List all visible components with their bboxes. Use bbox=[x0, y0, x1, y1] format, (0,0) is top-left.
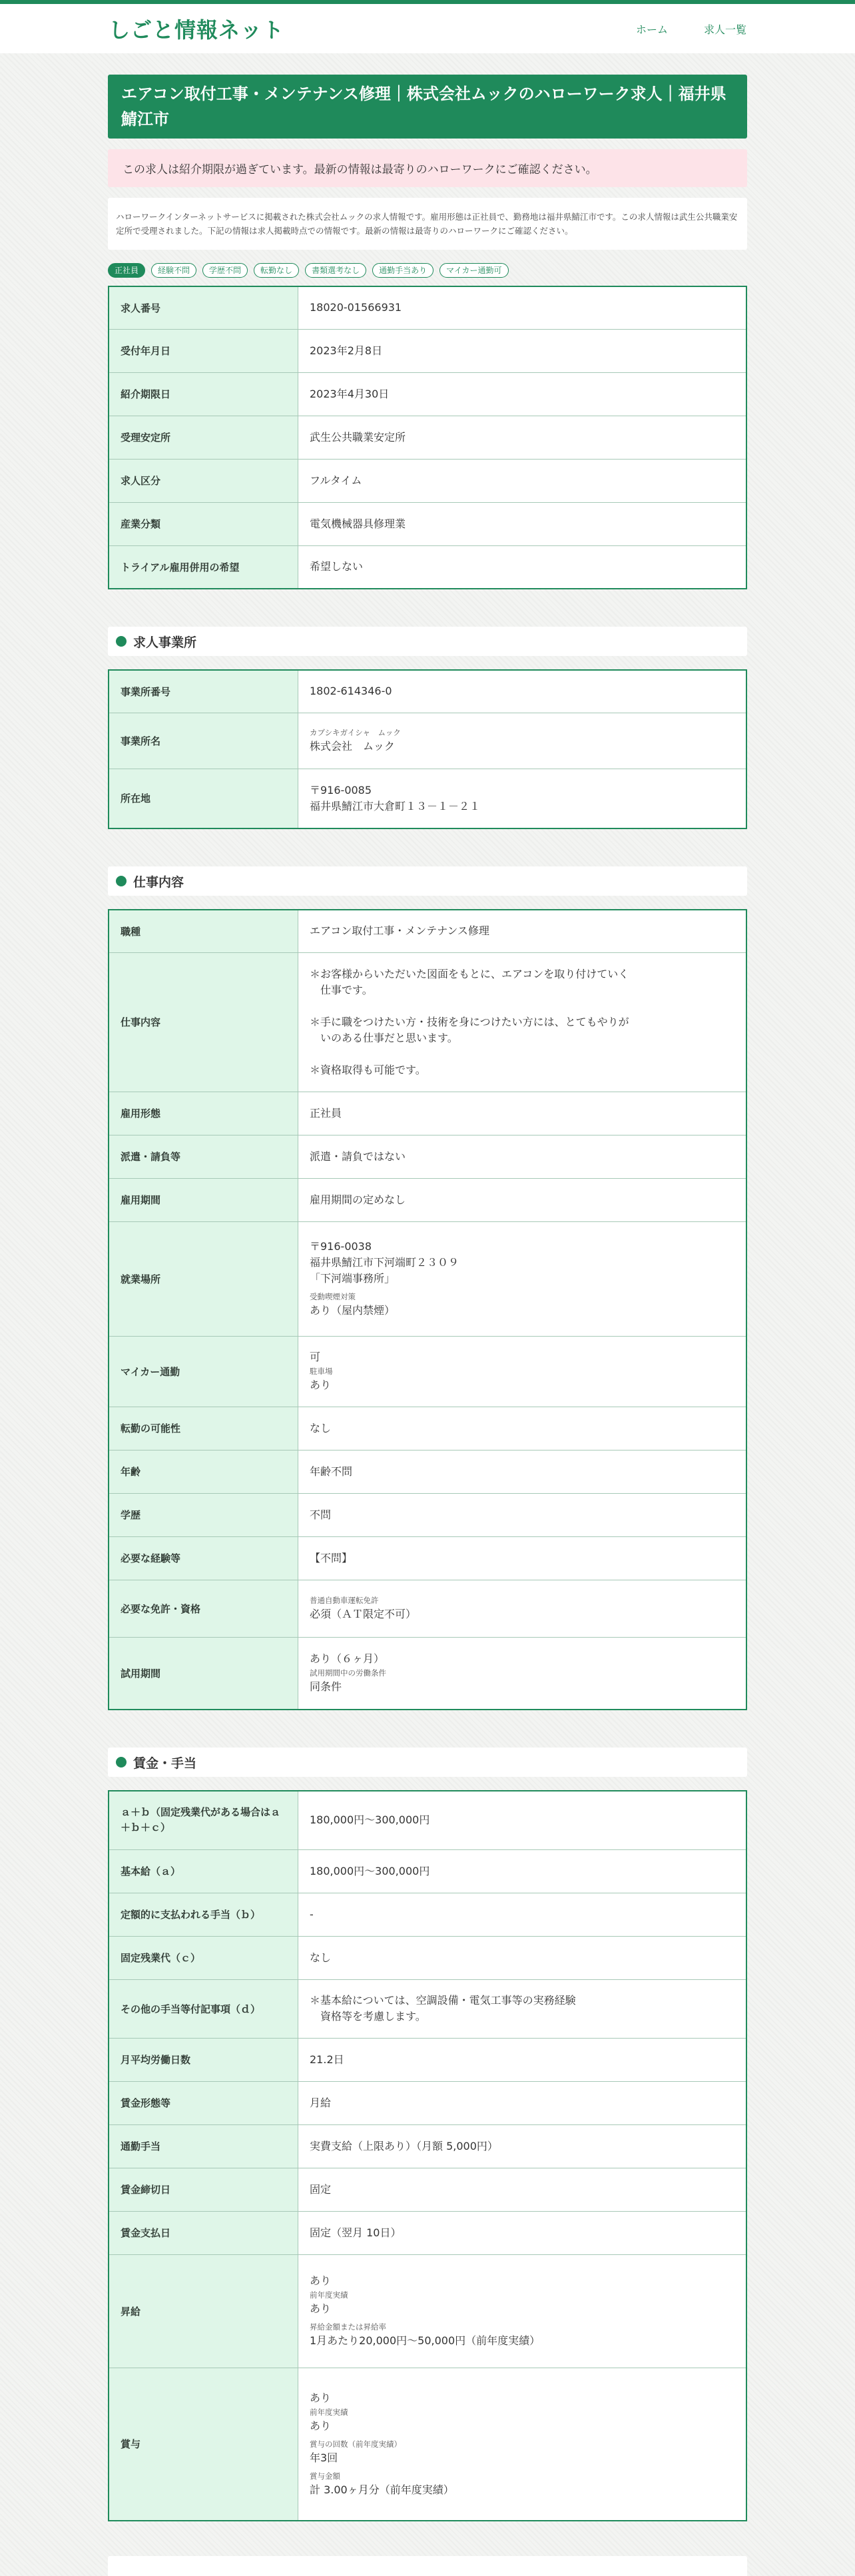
bonus-prev-value: あり bbox=[310, 2419, 332, 2432]
table-row bbox=[109, 2254, 746, 2368]
wage-table bbox=[108, 1790, 747, 2521]
raise-amount-label: 昇給金額または昇給率 bbox=[310, 2322, 386, 2332]
raise-prev-label: 前年度実績 bbox=[310, 2290, 348, 2300]
avg-work-days: 21.2日 bbox=[298, 2038, 747, 2081]
row-value: 武生公共職業安定所 bbox=[298, 416, 747, 459]
raise-cell bbox=[298, 2254, 747, 2368]
dispatch-value: 派遣・請負ではない bbox=[298, 1135, 747, 1178]
row-value: 希望しない bbox=[298, 545, 747, 589]
bonus-cell bbox=[298, 2368, 747, 2521]
intro-text: ハローワークインターネットサービスに掲載された株式会社ムックの求人情報です。雇用形態は正社員で、勤務地は福井県鯖江市です。この求人情報は武生公共職業安定所で受理されました。下記の情報は求人掲載時点での情報です。最新の情報は最寄りのハローワークにご確認ください。 bbox=[108, 198, 747, 250]
table-row bbox=[109, 1450, 746, 1493]
section-heading-wage bbox=[108, 1748, 747, 1777]
table-row bbox=[109, 502, 746, 545]
license-value: 必須（ＡＴ限定不可） bbox=[310, 1608, 417, 1620]
trial-cond-value: 同条件 bbox=[310, 1680, 342, 1694]
row-label: 求人番号 bbox=[109, 286, 298, 329]
wage-form: 月給 bbox=[298, 2081, 747, 2124]
row-label: その他の手当等付記事項（ｄ） bbox=[109, 1979, 298, 2038]
row-label: 通勤手当 bbox=[109, 2124, 298, 2168]
row-label: 賃金支払日 bbox=[109, 2211, 298, 2254]
bonus-value: あり bbox=[310, 2391, 332, 2404]
section-heading-text: 賃金・手当 bbox=[133, 1756, 197, 1771]
license-cell bbox=[298, 1580, 747, 1637]
car-commute-value: 可 bbox=[310, 1351, 321, 1363]
trial-value: あり（６ヶ月） bbox=[310, 1652, 385, 1666]
table-row bbox=[109, 670, 746, 713]
row-value: フルタイム bbox=[298, 459, 747, 502]
table-row bbox=[109, 286, 746, 329]
row-label: 受付年月日 bbox=[109, 329, 298, 372]
row-label: 固定残業代（ｃ） bbox=[109, 1936, 298, 1979]
bonus-amount-value: 計 3.00ヶ月分（前年度実績） bbox=[310, 2483, 454, 2496]
row-label: 賞与 bbox=[109, 2368, 298, 2521]
car-commute-cell bbox=[298, 1336, 747, 1407]
row-label: 必要な免許・資格 bbox=[109, 1580, 298, 1637]
row-label: 基本給（ａ） bbox=[109, 1849, 298, 1893]
table-row bbox=[109, 1336, 746, 1407]
table-row bbox=[109, 1936, 746, 1979]
trial-cond-label: 試用期間中の労働条件 bbox=[310, 1668, 386, 1678]
expired-notice: この求人は紹介期限が過ぎています。最新の情報は最寄りのハローワークにご確認ください。 bbox=[108, 149, 747, 187]
raise-amount-value: 1月あたり20,000円〜50,000円（前年度実績） bbox=[310, 2334, 541, 2347]
table-row bbox=[109, 2368, 746, 2521]
job-content: ＊お客様からいただいた図面をもとに、エアコンを取り付けていく 仕事です。 ＊手に職をつけたい方・技術を身につけたい方には、とてもやりが いのある仕事だと思います。 ＊資格取得も可能です。 bbox=[298, 952, 747, 1092]
other-allowance-notes: ＊基本給については、空調設備・電気工事等の実務経験 資格等を考慮します。 bbox=[298, 1979, 747, 2038]
row-label: 必要な経験等 bbox=[109, 1536, 298, 1580]
table-row bbox=[109, 329, 746, 372]
table-row bbox=[109, 713, 746, 769]
row-label: 就業場所 bbox=[109, 1221, 298, 1336]
age-value: 年齢不問 bbox=[298, 1450, 747, 1493]
row-label: 転勤の可能性 bbox=[109, 1407, 298, 1450]
workplace-postal: 〒916-0038 bbox=[310, 1240, 372, 1253]
table-row bbox=[109, 2168, 746, 2211]
tag-item: 通勤手当あり bbox=[372, 263, 433, 278]
smoking-value: あり（屋内禁煙） bbox=[310, 1304, 396, 1317]
table-row bbox=[109, 545, 746, 589]
office-name-cell bbox=[298, 713, 747, 769]
bullet-dot-icon bbox=[116, 1757, 127, 1768]
row-label: 雇用期間 bbox=[109, 1178, 298, 1221]
smoking-label: 受動喫煙対策 bbox=[310, 1292, 356, 1301]
education-value: 不問 bbox=[298, 1493, 747, 1536]
row-label: 定額的に支払われる手当（ｂ） bbox=[109, 1893, 298, 1936]
tag-item: 書類選考なし bbox=[305, 263, 366, 278]
row-value: 2023年4月30日 bbox=[298, 372, 747, 416]
row-label: 紹介期限日 bbox=[109, 372, 298, 416]
row-label: 受理安定所 bbox=[109, 416, 298, 459]
office-table bbox=[108, 669, 747, 829]
row-label: マイカー通勤 bbox=[109, 1336, 298, 1407]
row-label: 事業所番号 bbox=[109, 670, 298, 713]
tag-item: 正社員 bbox=[108, 263, 145, 278]
job-type: エアコン取付工事・メンテナンス修理 bbox=[310, 924, 489, 938]
row-label: 職種 bbox=[109, 910, 298, 952]
table-row bbox=[109, 2124, 746, 2168]
table-row bbox=[109, 1092, 746, 1135]
row-label: 求人区分 bbox=[109, 459, 298, 502]
table-row bbox=[109, 1178, 746, 1221]
workplace-address: 福井県鯖江市下河端町２３０９ bbox=[310, 1256, 459, 1269]
office-number: 1802-614346-0 bbox=[310, 685, 392, 698]
table-row bbox=[109, 2211, 746, 2254]
page-title: エアコン取付工事・メンテナンス修理｜株式会社ムックのハローワーク求人｜福井県鯖江市 bbox=[108, 75, 747, 139]
license-name: 普通自動車運転免許 bbox=[310, 1596, 379, 1605]
row-value: 電気機械器具修理業 bbox=[298, 502, 747, 545]
section-heading-job bbox=[108, 866, 747, 896]
row-label: 事業所名 bbox=[109, 713, 298, 769]
table-row bbox=[109, 1637, 746, 1710]
table-row bbox=[109, 1135, 746, 1178]
tag-item: 転勤なし bbox=[254, 263, 299, 278]
table-row bbox=[109, 2038, 746, 2081]
row-label: ａ＋ｂ（固定残業代がある場合はａ＋ｂ＋ｃ） bbox=[109, 1791, 298, 1849]
bonus-amount-label: 賞与金額 bbox=[310, 2471, 340, 2481]
employment-period: 雇用期間の定めなし bbox=[298, 1178, 747, 1221]
table-row bbox=[109, 1221, 746, 1336]
transfer-value: なし bbox=[298, 1407, 747, 1450]
row-label: 年齢 bbox=[109, 1450, 298, 1493]
section-heading-text: 求人事業所 bbox=[133, 635, 197, 650]
section-heading-text: 仕事内容 bbox=[133, 874, 184, 890]
table-row bbox=[109, 2081, 746, 2124]
section-heading-office bbox=[108, 627, 747, 656]
row-label: 月平均労働日数 bbox=[109, 2038, 298, 2081]
raise-value: あり bbox=[310, 2274, 332, 2287]
row-value: 18020-01566931 bbox=[310, 301, 402, 314]
bonus-count-value: 年3回 bbox=[310, 2451, 338, 2464]
table-row bbox=[109, 459, 746, 502]
parking-label: 駐車場 bbox=[310, 1367, 333, 1376]
experience-value: 【不問】 bbox=[298, 1536, 747, 1580]
row-label: 仕事内容 bbox=[109, 952, 298, 1092]
office-address: 福井県鯖江市大倉町１３－１－２１ bbox=[310, 799, 481, 812]
table-row bbox=[109, 1791, 746, 1849]
raise-prev-value: あり bbox=[310, 2302, 332, 2315]
regular-allowance: - bbox=[298, 1893, 747, 1936]
office-name-kana: カブシキガイシャ ムック bbox=[310, 728, 401, 737]
wage-cutoff: 固定 bbox=[298, 2168, 747, 2211]
table-row bbox=[109, 952, 746, 1092]
bullet-dot-icon bbox=[116, 636, 127, 647]
row-label: 賃金締切日 bbox=[109, 2168, 298, 2211]
office-address-cell bbox=[298, 769, 747, 828]
table-row bbox=[109, 372, 746, 416]
row-label: 産業分類 bbox=[109, 502, 298, 545]
tag-list bbox=[108, 263, 747, 278]
table-row bbox=[109, 1849, 746, 1893]
row-label: トライアル雇用併用の希望 bbox=[109, 545, 298, 589]
table-row bbox=[109, 1979, 746, 2038]
commute-allowance: 実費支給（上限あり）（月額 5,000円） bbox=[298, 2124, 747, 2168]
row-label: 学歴 bbox=[109, 1493, 298, 1536]
row-label: 試用期間 bbox=[109, 1637, 298, 1710]
workplace-cell bbox=[298, 1221, 747, 1336]
employment-type: 正社員 bbox=[298, 1092, 747, 1135]
bonus-count-label: 賞与の回数（前年度実績） bbox=[310, 2439, 402, 2449]
table-row bbox=[109, 416, 746, 459]
tag-item: 学歴不問 bbox=[202, 263, 248, 278]
office-postal: 〒916-0085 bbox=[310, 783, 372, 797]
nav-home-link[interactable]: ホーム bbox=[635, 23, 668, 36]
site-header bbox=[0, 4, 855, 53]
trial-cell bbox=[298, 1637, 747, 1710]
row-label: 雇用形態 bbox=[109, 1092, 298, 1135]
table-row bbox=[109, 1493, 746, 1536]
table-row bbox=[109, 1580, 746, 1637]
nav-job-list-link[interactable]: 求人一覧 bbox=[703, 23, 746, 36]
row-value: 2023年2月8日 bbox=[298, 329, 747, 372]
table-row bbox=[109, 910, 746, 952]
bonus-prev-label: 前年度実績 bbox=[310, 2407, 348, 2417]
base-salary: 180,000円〜300,000円 bbox=[298, 1849, 747, 1893]
bullet-dot-icon bbox=[116, 876, 127, 886]
table-row bbox=[109, 1536, 746, 1580]
tag-item: マイカー通勤可 bbox=[439, 263, 508, 278]
workplace-office: 「下河端事務所」 bbox=[310, 1272, 396, 1285]
job-table bbox=[108, 909, 747, 1710]
row-label: 賃金形態等 bbox=[109, 2081, 298, 2124]
office-name: 株式会社 ムック bbox=[310, 740, 395, 753]
payday: 固定（翌月 10日） bbox=[298, 2211, 747, 2254]
table-row bbox=[109, 1407, 746, 1450]
tag-item: 経験不問 bbox=[151, 263, 196, 278]
table-row bbox=[109, 1893, 746, 1936]
site-logo[interactable]: しごと情報ネット bbox=[109, 17, 285, 43]
next-section-card bbox=[108, 2556, 747, 2576]
main-nav bbox=[636, 21, 746, 37]
fixed-overtime: なし bbox=[298, 1936, 747, 1979]
table-row bbox=[109, 769, 746, 828]
row-label: 昇給 bbox=[109, 2254, 298, 2368]
row-label: 派遣・請負等 bbox=[109, 1135, 298, 1178]
basic-info-table bbox=[108, 286, 747, 589]
parking-value: あり bbox=[310, 1379, 332, 1391]
wage-total: 180,000円〜300,000円 bbox=[310, 1813, 430, 1827]
row-label: 所在地 bbox=[109, 769, 298, 828]
main-content bbox=[108, 53, 747, 2576]
